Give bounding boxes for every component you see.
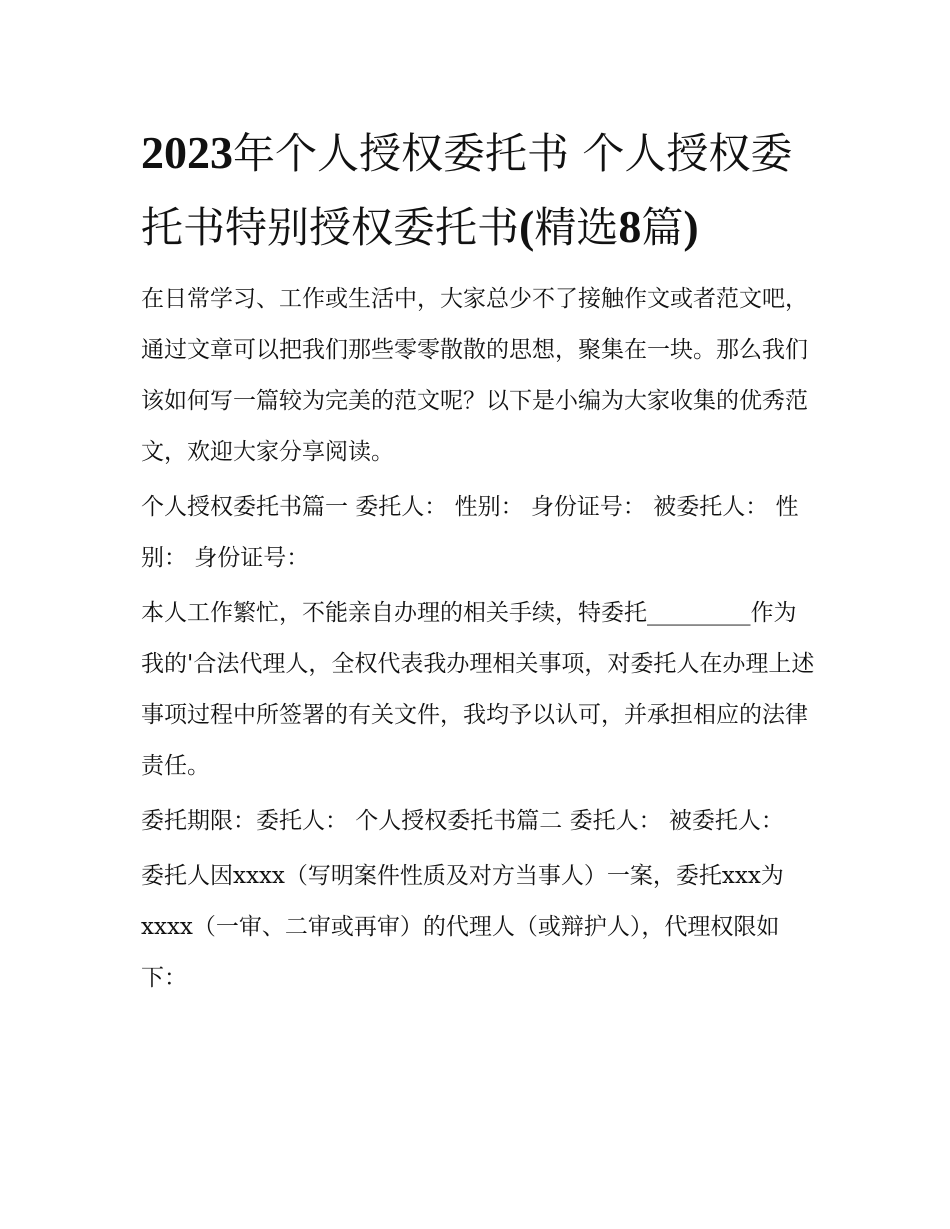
document-title xyxy=(141,116,816,264)
section-two-fields: 委托期限：委托人： 个人授权委托书篇二 委托人： 被委托人： xyxy=(141,808,784,834)
document-body xyxy=(141,116,816,1008)
title-part: 精选 xyxy=(534,203,619,252)
title-part: ) xyxy=(683,201,699,252)
title-part: 8 xyxy=(618,201,642,252)
section-one-fields: 个人授权委托书篇一 委托人： 性别： 身份证号： 被委托人： 性别： 身份证号： xyxy=(141,494,799,571)
title-part: ( xyxy=(519,201,535,252)
case-delegation-statement: 委托人因xxxx（写明案件性质及对方当事人）一案，委托xxx为xxxx（一审、二审或再审）的代理人（或辩护人），代理权限如下： xyxy=(141,863,784,991)
delegation-statement: 本人工作繁忙，不能亲自办理的相关手续，特委托_________作为我的'合法代理人，全权代表我办理相关事项，对委托人在办理上述事项过程中所签署的有关文件，我均予以认可，并承担相应的法律责任。 xyxy=(141,600,815,779)
intro-paragraph: 在日常学习、工作或生活中，大家总少不了接触作文或者范文吧，通过文章可以把我们那些零零散散的思想，聚集在一块。那么我们该如何写一篇较为完美的范文呢？以下是小编为大家收集的优秀范文，欢迎大家分享阅读。 xyxy=(141,286,808,465)
title-part: 2023 xyxy=(141,127,233,178)
title-part: 年个人授权委托书 个人授权委托书特别授权委托书 xyxy=(141,129,793,252)
title-part: 篇 xyxy=(641,203,684,252)
